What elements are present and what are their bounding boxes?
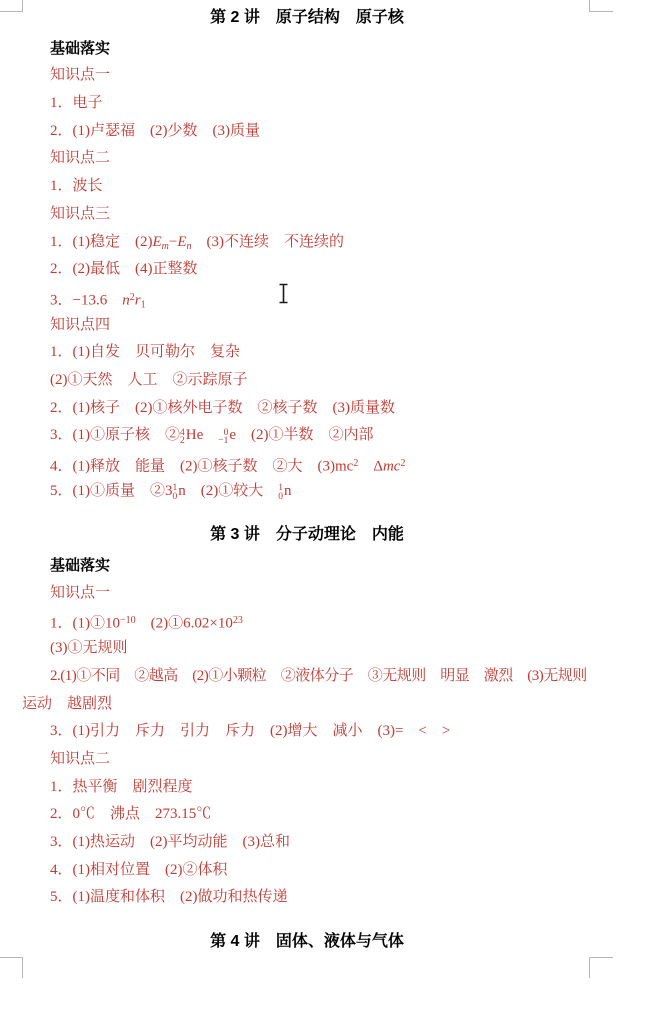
atomic-number: −1 <box>218 436 229 447</box>
math-subscript: m <box>161 240 169 252</box>
answer-line: 1．热平衡 剧烈程度 <box>50 778 193 795</box>
knowledge-point-2-label: 知识点二 <box>50 150 111 167</box>
knowledge-point-2-label: 知识点二 <box>50 750 111 767</box>
math-var: E <box>152 233 162 250</box>
document-text-area[interactable] <box>22 4 592 956</box>
answer-line <box>22 478 592 506</box>
math-superscript: −10 <box>120 615 136 627</box>
nuclide-beta-electron <box>218 427 237 447</box>
answer-line-continuation: (3)①无规则 <box>50 640 128 657</box>
math-var: mc <box>382 458 401 475</box>
mass-number: 0 <box>223 427 229 438</box>
nuclide-neutron <box>172 482 186 502</box>
answer-line: 1．电子 <box>50 95 103 112</box>
answer-line <box>22 229 592 257</box>
mass-number: 4 <box>180 427 185 438</box>
answer-line <box>22 607 592 635</box>
answer-line <box>22 422 592 450</box>
answer-text <box>203 427 218 443</box>
basics-section-label: 基础落实 <box>50 39 111 57</box>
answer-text: (3)不连续 不连续的 <box>191 233 345 250</box>
answer-line: 2．(1)核子 (2)①核外电子数 ②核子数 (3)质量数 <box>50 399 395 416</box>
math-var: r <box>134 292 141 309</box>
element-symbol: n <box>178 482 186 499</box>
answer-text: 3．(1)①原子核 ② <box>50 427 180 444</box>
knowledge-point-1-label: 知识点一 <box>50 584 111 601</box>
answer-text: 5．(1)①质量 ②3 <box>50 482 173 499</box>
knowledge-point-3-label: 知识点三 <box>50 205 111 222</box>
math-subscript: 1 <box>140 299 146 311</box>
chapter-2-heading: 第 2 讲 原子结构 原子核 <box>210 9 404 26</box>
math-var: E <box>177 233 187 250</box>
element-symbol: He <box>185 427 204 444</box>
margin-crop-mark-top-left <box>0 0 23 12</box>
margin-crop-mark-bottom-left <box>0 957 23 978</box>
chapter-4-heading: 第 4 讲 固体、液体与气体 <box>210 933 404 950</box>
answer-line: 2.(1)①不同 ②越高 (2)①小颗粒 ②液体分子 ③无规则 明显 激烈 (3)无规则 <box>50 667 587 684</box>
nuclide-helium-4 <box>180 427 204 447</box>
math-var: n <box>122 292 130 309</box>
ibeam-cursor-icon <box>277 283 290 304</box>
mass-number: 1 <box>278 483 283 494</box>
answer-text: (2)①较大 <box>185 482 279 499</box>
answer-line: 1．波长 <box>50 178 103 195</box>
answer-line-wrap: 运动 越剧烈 <box>22 695 113 712</box>
answer-text: 3．−13.6 <box>50 292 123 309</box>
math-superscript: 2 <box>400 458 406 469</box>
answer-line: 2．0℃ 沸点 273.15℃ <box>50 806 212 823</box>
answer-line <box>22 284 592 312</box>
answer-text: (2)①6.02×10 <box>135 615 233 632</box>
answer-line-continuation: (2)①天然 人工 ②示踪原子 <box>50 371 248 388</box>
math-superscript: 2 <box>353 458 359 469</box>
math-subscript: n <box>186 240 192 252</box>
answer-text: 1．(1)稳定 (2) <box>50 233 153 250</box>
basics-section-label: 基础落实 <box>50 557 111 575</box>
atomic-number: 2 <box>180 436 185 447</box>
answer-line <box>22 450 592 478</box>
math-superscript: 2 <box>129 291 135 303</box>
answer-text: (2)①半数 ②内部 <box>236 427 374 444</box>
knowledge-point-1-label: 知识点一 <box>50 67 111 84</box>
margin-crop-mark-bottom-right <box>589 957 613 978</box>
chapter-3-heading: 第 3 讲 分子动理论 内能 <box>210 526 404 544</box>
answer-line: 3．(1)引力 斥力 引力 斥力 (2)增大 减小 (3)= < > <box>50 723 451 740</box>
nuclide-neutron <box>278 482 292 502</box>
answer-text: Δ <box>358 458 383 475</box>
answer-text: 1．(1)①10 <box>50 615 120 632</box>
margin-crop-mark-top-right <box>589 0 613 12</box>
answer-line: 3．(1)热运动 (2)平均动能 (3)总和 <box>50 833 290 850</box>
answer-text: 4．(1)释放 能量 (2)①核子数 ②大 (3)mc <box>50 458 354 475</box>
answer-line: 2．(2)最低 (4)正整数 <box>50 261 198 278</box>
element-symbol: e <box>229 427 237 444</box>
answer-line: 2．(1)卢瑟福 (2)少数 (3)质量 <box>50 122 260 139</box>
element-symbol: n <box>284 482 292 499</box>
atomic-number: 0 <box>172 491 178 502</box>
knowledge-point-4-label: 知识点四 <box>50 316 111 333</box>
mass-number: 1 <box>172 483 178 494</box>
atomic-number: 0 <box>278 491 283 502</box>
answer-line: 1．(1)自发 贝可勒尔 复杂 <box>50 344 240 361</box>
answer-line: 4．(1)相对位置 (2)②体积 <box>50 861 228 878</box>
math-minus: − <box>168 233 178 250</box>
answer-line: 5．(1)温度和体积 (2)做功和热传递 <box>50 889 288 906</box>
math-superscript: 23 <box>232 615 243 627</box>
